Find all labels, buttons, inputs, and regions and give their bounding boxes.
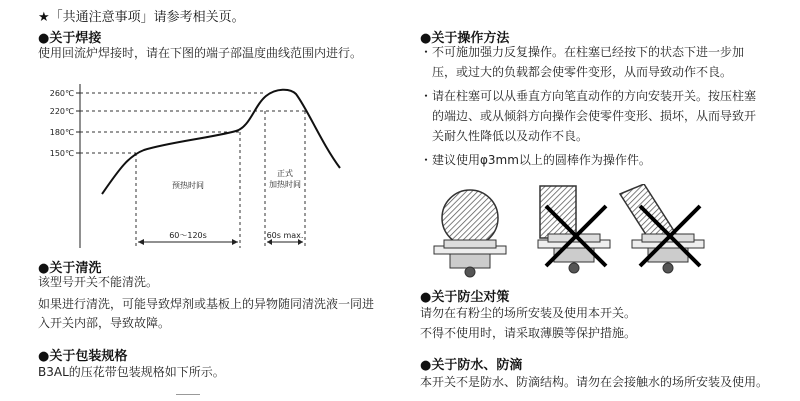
- operation-bullet-3: ・建议使用φ3mm以上的圆棒作为操作件。: [420, 153, 651, 167]
- temp-label-180: 180℃: [49, 128, 74, 137]
- dust-line-2: 不得不使用时，请采取薄膜等保护措施。: [420, 326, 637, 340]
- main-heat-label-1: 正式: [277, 169, 293, 178]
- dust-title: ●关于防尘对策: [420, 290, 510, 305]
- common-notice: ★「共通注意事项」请参考相关页。: [38, 10, 245, 25]
- reflow-profile-diagram: [40, 76, 370, 252]
- dust-line-1: 请勿在有粉尘的场所安装及使用本开关。: [420, 306, 637, 320]
- preheat-arrow-left: [138, 239, 144, 245]
- water-title: ●关于防水、防滴: [420, 358, 523, 373]
- operation-title: ●关于操作方法: [420, 31, 510, 46]
- preheat-arrow-right: [232, 239, 238, 245]
- packaging-title: ●关于包装规格: [38, 349, 128, 364]
- cleaning-line-1: 该型号开关不能清洗。: [38, 275, 159, 289]
- main-heat-label-2: 加热时间: [269, 180, 301, 189]
- preheat-range-label: 60～120s: [169, 231, 207, 240]
- cleaning-title: ●关于清洗: [38, 261, 102, 276]
- cleaning-line-2: 如果进行清洗，可能导致焊剂或基板上的异物随同清洗液一同进: [38, 297, 375, 311]
- operation-bullet-2-line-3: 关耐久性降低以及动作不良。: [432, 129, 589, 143]
- operation-bullet-1-line-2: 压，或过大的负载都会使零件变形，从而导致动作不良。: [432, 65, 733, 79]
- temperature-curve: [102, 90, 340, 194]
- figure-incorrect-oblique-press: [620, 184, 704, 273]
- cleaning-line-3: 入开关内部，导致故障。: [38, 316, 171, 330]
- operation-bullet-1-line-1: ・不可施加强力反复操作。在柱塞已经按下的状态下进一步加: [420, 45, 745, 59]
- preheat-label: 预热时间: [172, 181, 204, 190]
- figure-incorrect-edge-press: [538, 186, 610, 273]
- water-body: 本开关不是防水、防滴结构。请勿在会接触水的场所安装及使用。: [420, 375, 769, 389]
- figure-correct-round-rod: [434, 190, 506, 277]
- temp-label-260: 260℃: [49, 89, 74, 98]
- temp-label-220: 220℃: [49, 107, 74, 116]
- operation-bullet-2-line-1: ・请在柱塞可以从垂直方向笔直动作的方向安装开关。按压柱塞: [420, 89, 757, 103]
- main-max-label: 60s max.: [266, 231, 304, 240]
- soldering-body: 使用回流炉焊接时，请在下图的端子部温度曲线范围内进行。: [38, 46, 363, 60]
- operation-illustrations: [428, 184, 728, 280]
- operation-bullet-2-line-2: 的端边、或从倾斜方向操作会使零件变形、损坏，从而导致开: [432, 109, 757, 123]
- temp-label-150: 150℃: [49, 149, 74, 158]
- packaging-body: B3AL的压花带包装规格如下所示。: [38, 365, 225, 379]
- soldering-title: ●关于焊接: [38, 31, 102, 46]
